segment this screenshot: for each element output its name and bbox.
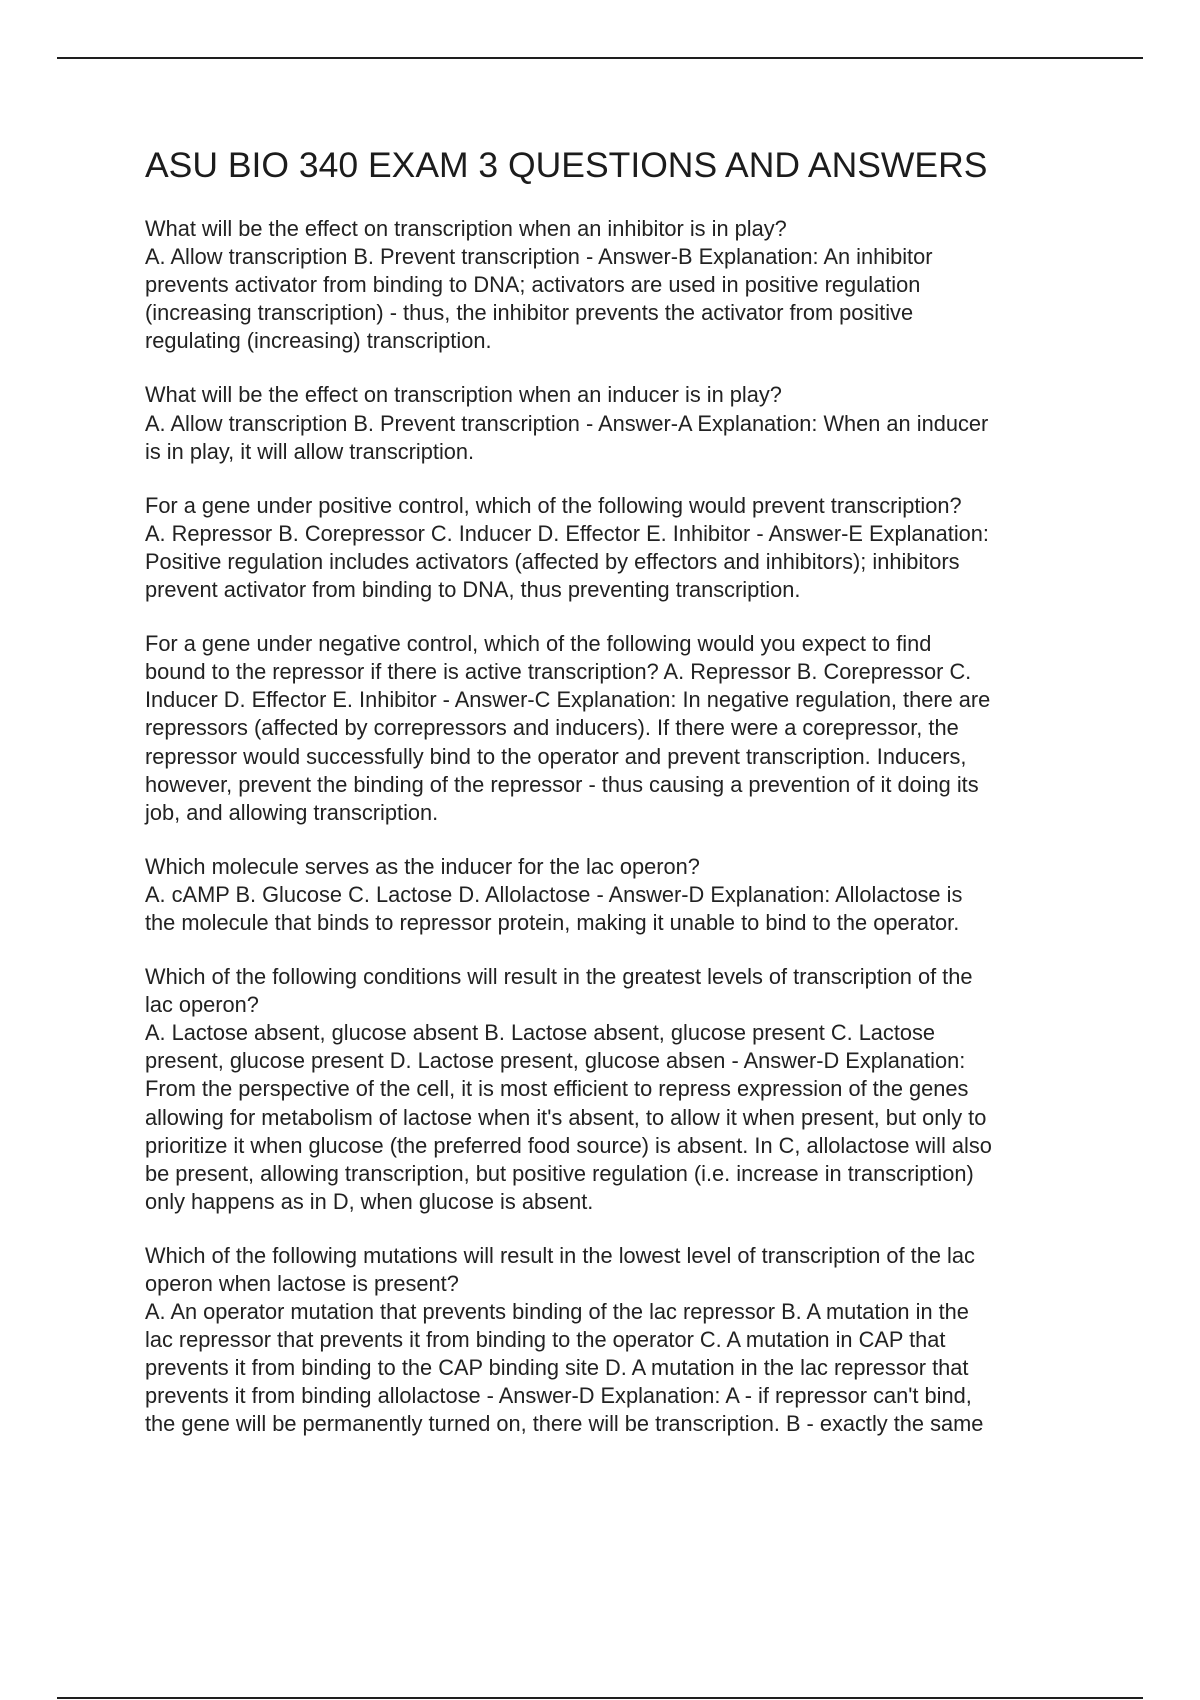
qa-text-line: For a gene under positive control, which of the following would prevent transcription? [145, 492, 962, 518]
qa-text-line: the gene will be permanently turned on, there will be transcription. B - exactly the same [145, 1411, 984, 1437]
qa-text-line: repressors (affected by correpressors and inducers). If there were a corepressor, the [145, 715, 959, 741]
qa-text-line: only happens as in D, when glucose is absent. [145, 1188, 594, 1214]
qa-text-line: From the perspective of the cell, it is most efficient to repress expression of the genes [145, 1076, 969, 1102]
document-title: ASU BIO 340 EXAM 3 QUESTIONS AND ANSWERS [145, 145, 988, 185]
qa-text-line: lac repressor that prevents it from binding to the operator C. A mutation in CAP that [145, 1327, 946, 1353]
top-rule [57, 57, 1143, 59]
qa-text-line: present, glucose present D. Lactose present, glucose absen - Answer-D Explanation: [145, 1048, 966, 1074]
qa-text-line: Inducer D. Effector E. Inhibitor - Answer-C Explanation: In negative regulation, there are [145, 687, 991, 713]
qa-text-line: Which of the following conditions will result in the greatest levels of transcription of the [145, 964, 973, 990]
qa-text-line: the molecule that binds to repressor protein, making it unable to bind to the operator. [145, 909, 960, 935]
qa-text-line: (increasing transcription) - thus, the inhibitor prevents the activator from positive [145, 300, 914, 326]
qa-paragraph [145, 1242, 1095, 1439]
qa-text-line: A. Allow transcription B. Prevent transcription - Answer-A Explanation: When an inducer [145, 410, 989, 436]
qa-text-line: prevents it from binding allolactose - Answer-D Explanation: A - if repressor can't bind, [145, 1383, 972, 1409]
qa-text-line: regulating (increasing) transcription. [145, 328, 492, 354]
qa-text-line: however, prevent the binding of the repressor - thus causing a prevention of it doing its [145, 771, 979, 797]
qa-text-line: allowing for metabolism of lactose when it's absent, to allow it when present, but only to [145, 1104, 987, 1130]
qa-text-line: Positive regulation includes activators (affected by effectors and inhibitors); inhibitors [145, 548, 960, 574]
qa-text-line: A. An operator mutation that prevents binding of the lac repressor B. A mutation in the [145, 1299, 969, 1325]
qa-text-line: prevents activator from binding to DNA; activators are used in positive regulation [145, 272, 921, 298]
qa-text-line: is in play, it will allow transcription. [145, 438, 475, 464]
qa-text-line: bound to the repressor if there is active transcription? A. Repressor B. Corepressor C. [145, 659, 972, 685]
qa-text-line: prioritize it when glucose (the preferred food source) is absent. In C, allolactose will also [145, 1132, 992, 1158]
qa-text-line: lac operon? [145, 992, 259, 1018]
qa-text-line: job, and allowing transcription. [145, 799, 439, 825]
qa-text-line: prevents it from binding to the CAP binding site D. A mutation in the lac repressor that [145, 1355, 969, 1381]
qa-text-line: A. Allow transcription B. Prevent transcription - Answer-B Explanation: An inhibitor [145, 244, 933, 270]
bottom-rule [57, 1697, 1143, 1699]
qa-paragraph [145, 215, 1095, 355]
qa-text-line: A. Repressor B. Corepressor C. Inducer D. Effector E. Inhibitor - Answer-E Explanation: [145, 520, 989, 546]
qa-text-line: A. Lactose absent, glucose absent B. Lactose absent, glucose present C. Lactose [145, 1020, 936, 1046]
qa-text-line: Which molecule serves as the inducer for the lac operon? [145, 853, 700, 879]
qa-text-line: A. cAMP B. Glucose C. Lactose D. Allolactose - Answer-D Explanation: Allolactose is [145, 881, 963, 907]
qa-text-line: be present, allowing transcription, but positive regulation (i.e. increase in transcription) [145, 1160, 974, 1186]
qa-text-line: repressor would successfully bind to the operator and prevent transcription. Inducers, [145, 743, 967, 769]
qa-list [145, 215, 1095, 1465]
qa-text-line: prevent activator from binding to DNA, thus preventing transcription. [145, 577, 801, 603]
qa-text-line: What will be the effect on transcription when an inhibitor is in play? [145, 216, 787, 241]
qa-paragraph [145, 381, 1095, 465]
qa-paragraph [145, 963, 1095, 1216]
qa-text-line: operon when lactose is present? [145, 1271, 459, 1296]
qa-text-line: What will be the effect on transcription when an inducer is in play? [145, 382, 782, 408]
qa-text-line: For a gene under negative control, which of the following would you expect to find [145, 631, 932, 657]
qa-text-line: Which of the following mutations will result in the lowest level of transcription of the lac [145, 1242, 975, 1268]
qa-paragraph [145, 630, 1095, 827]
qa-paragraph [145, 492, 1095, 604]
qa-paragraph [145, 853, 1095, 937]
